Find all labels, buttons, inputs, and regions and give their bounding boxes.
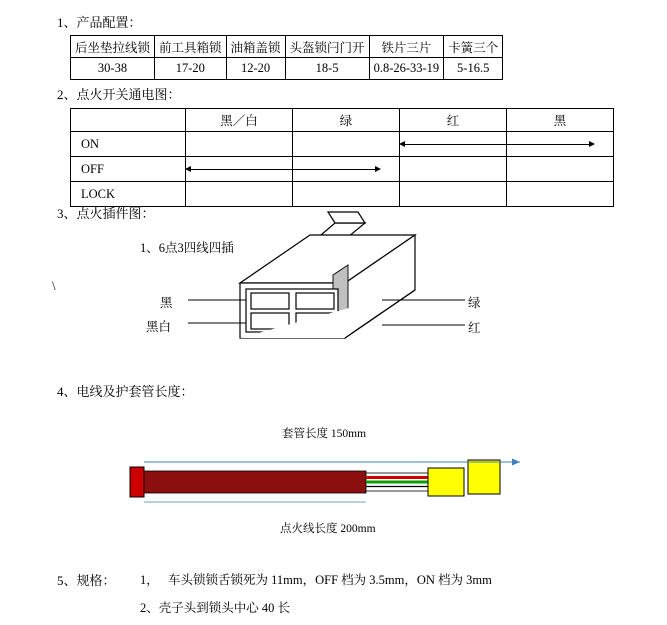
label-green: 绿: [468, 296, 481, 310]
table-header-cell: 后坐垫拉线锁: [71, 36, 155, 58]
table-header-cell: 前工具箱锁: [155, 36, 227, 58]
label-black-white: 黑白: [146, 320, 172, 334]
table-cell: [507, 157, 614, 182]
table-cell: [293, 132, 400, 157]
label-red: 红: [468, 321, 481, 335]
table-cell: 5-16.5: [444, 58, 503, 80]
row-label-lock: LOCK: [71, 182, 186, 207]
section-4-title: 4、电线及护套管长度：: [57, 384, 194, 399]
label-black: 黑: [160, 296, 173, 310]
table-cell-arrow: [400, 132, 507, 157]
spec-line-1-number: 1，: [140, 573, 159, 587]
cable-length-diagram: [120, 420, 550, 535]
table-cell: [507, 182, 614, 207]
table-cell: 18-5: [285, 58, 369, 80]
table-cell: [293, 157, 400, 182]
table-cell: [400, 157, 507, 182]
table-cell: [186, 132, 293, 157]
cable-graphic: [120, 450, 550, 520]
table-cell: 30-38: [71, 58, 155, 80]
table-header-cell: [71, 109, 186, 132]
table-header-cell: 油箱盖锁: [226, 36, 285, 58]
row-label-on: ON: [71, 132, 186, 157]
table-cell: [186, 182, 293, 207]
row-label-off: OFF: [71, 157, 186, 182]
sleeve-length-caption: 套管长度 150mm: [282, 428, 367, 440]
section-5-title: 5、规格：: [57, 573, 116, 588]
section-1-title: 1、产品配置：: [57, 15, 142, 30]
table-cell-arrow: [186, 157, 293, 182]
wire-length-caption: 点火线长度 200mm: [280, 523, 376, 535]
table-row: [71, 58, 503, 80]
table-header-cell: 红: [400, 109, 507, 132]
section-2-title: 2、点火开关通电图：: [57, 87, 181, 102]
table-header-cell: 绿: [293, 109, 400, 132]
table-cell: 17-20: [155, 58, 227, 80]
product-config-table: [70, 35, 503, 80]
section-3-title: 3、点火插件图：: [57, 206, 155, 221]
table-cell: [293, 182, 400, 207]
section-3-subtitle: 1、6点3四线四插: [140, 241, 234, 255]
table-header-cell: 黑／白: [186, 109, 293, 132]
stray-backslash: \: [52, 278, 56, 293]
table-row: [71, 36, 503, 58]
table-row: [71, 157, 614, 182]
spec-line-1-text: 车头锁锁舌锁死为 11mm，OFF 档为 3.5mm，ON 档为 3mm: [168, 573, 492, 587]
table-cell: [507, 132, 614, 157]
table-header-cell: 黑: [507, 109, 614, 132]
ignition-switch-table: [70, 108, 614, 207]
table-row: [71, 109, 614, 132]
table-header-cell: 头盔锁闩门开: [285, 36, 369, 58]
table-cell: 12-20: [226, 58, 285, 80]
table-header-cell: 卡簧三个: [444, 36, 503, 58]
table-header-cell: 铁片三片: [369, 36, 444, 58]
spec-line-2: 2、壳子头到锁头中心 40 长: [140, 601, 291, 615]
table-cell: 0.8-26-33-19: [369, 58, 444, 80]
table-row: [71, 132, 614, 157]
connector-diagram: [120, 205, 540, 370]
table-cell: [400, 182, 507, 207]
